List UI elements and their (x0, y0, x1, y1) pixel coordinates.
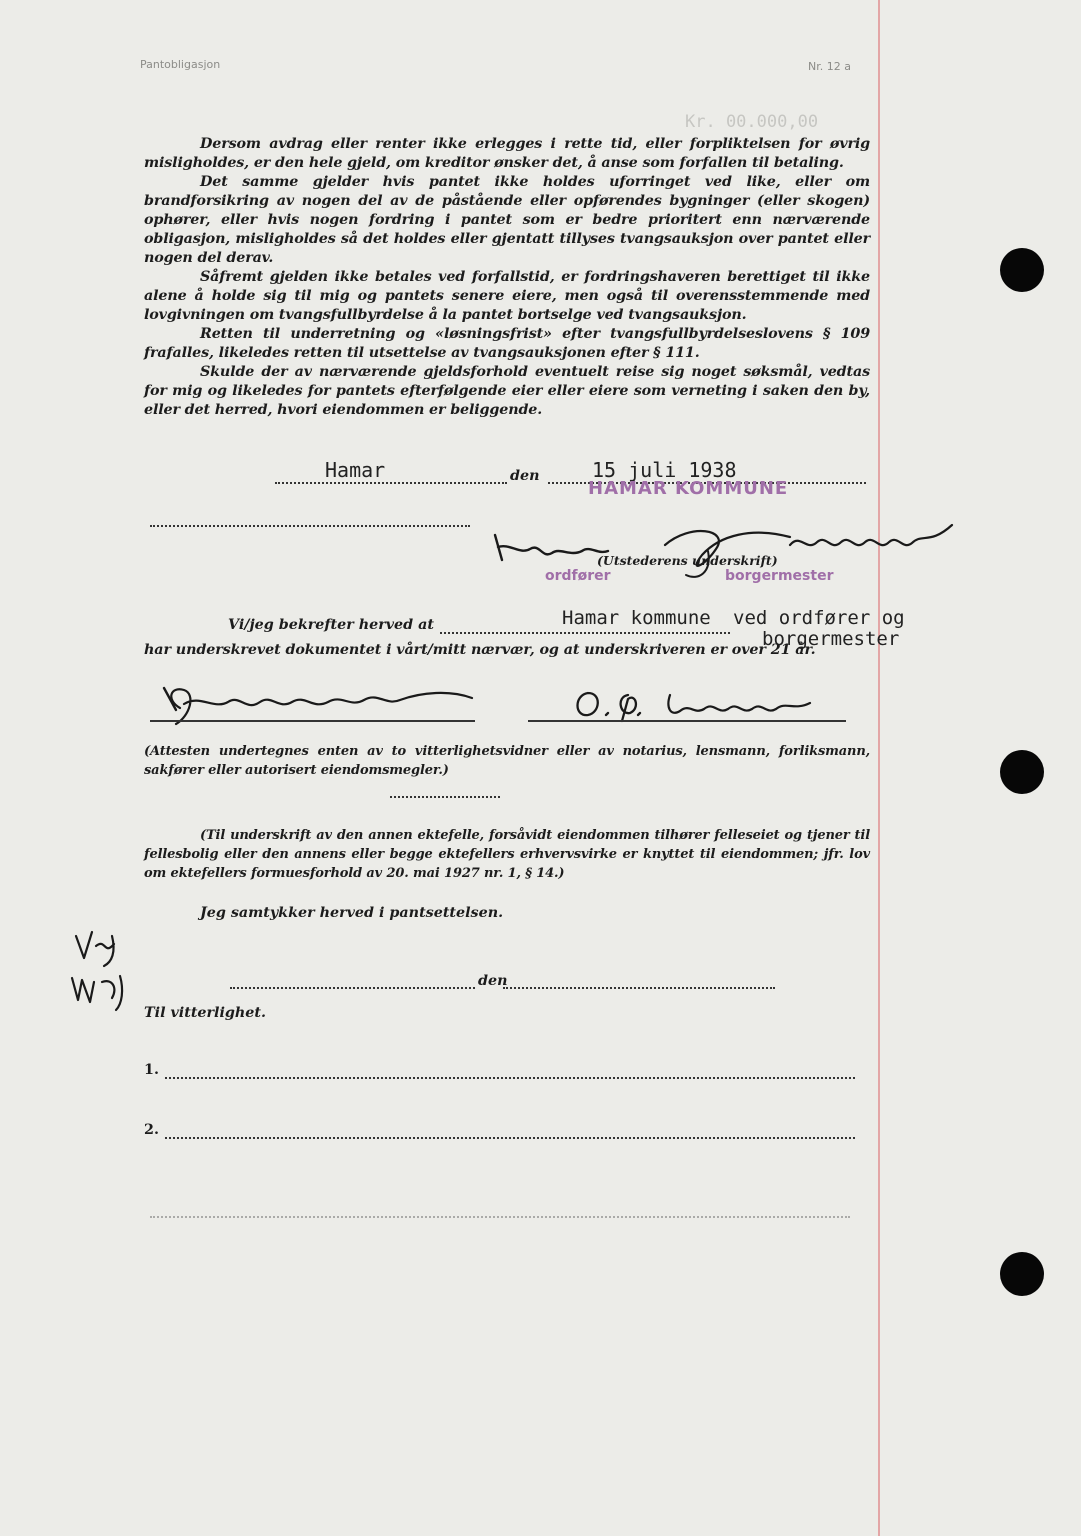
witness-1-line (165, 1077, 855, 1079)
certification-dotted-line (440, 632, 730, 634)
punch-hole (1000, 1252, 1044, 1296)
certification-note (144, 742, 870, 780)
consent-statement: Jeg samtykker herved i pantsettelsen. (200, 905, 504, 921)
section-separator (390, 796, 500, 798)
header-mark-right: Nr. 12 a (808, 60, 851, 73)
den-label: den (510, 468, 540, 484)
term-paragraph: Såfremt gjelden ikke betales ved forfallstid, er fordringshaveren berettiget til ikke alene å holde sig til mig og pantets senere eiere, men også til overensstemmende med lovgivningen om tvangsfullbyrdelse å la pantet bortselge ved tvangsauksjon. (144, 269, 870, 323)
certified-subject: Hamar kommune (562, 607, 711, 629)
blank-dotted-line (150, 525, 470, 527)
borgermester-stamp: borgermester (725, 568, 834, 584)
certified-subject-suffix: ved ordfører og (733, 607, 905, 629)
witness2-signature (570, 685, 820, 725)
certification-line-2: har underskrevet dokumentet i vårt/mitt nærvær, og at underskriveren er over 21 år. (144, 642, 816, 658)
witness-1-number: 1. (144, 1062, 159, 1078)
terms-block (144, 135, 870, 420)
header-mark-left: Pantobligasjon (140, 58, 221, 71)
witness2-line (528, 720, 846, 722)
margin-initials (62, 918, 142, 1018)
term-paragraph: Skulde der av nærværende gjeldsforhold eventuelt reise sig noget søksmål, vedtas for mig og likeledes for pantets efterfølgende eier eller eiere som verneting i saken den by, eller det herred, hvori eiendommen er beliggende. (144, 364, 870, 418)
punch-hole (1000, 750, 1044, 794)
certification-prefix: Vi/jeg bekrefter herved at (228, 617, 434, 633)
faint-line (150, 1216, 850, 1218)
term-paragraph: Retten til underretning og «løsningsfrist» efter tvangsfullbyrdelseslovens § 109 frafalles, likeledes retten til utsettelse av tvangsauksjonen efter § 111. (144, 326, 870, 361)
bleed-through-amount: Kr. 00.000,00 (685, 112, 819, 132)
witness-2-line (165, 1137, 855, 1139)
witness-heading: Til vitterlighet. (144, 1005, 266, 1021)
term-paragraph: Det samme gjelder hvis pantet ikke holdes uforringet ved like, eller om brandforsikring av nogen del av de påstående eller opførendes bygninger (eller skogen) ophører, eller hvis nogen fordring i pantet som er bedre prioritert enn nærværende obligasjon, misligholdes så det holdes eller gjentatt tillyses tvangsauksjon over pantet eller nogen del derav. (144, 174, 870, 266)
municipality-stamp: HAMAR KOMMUNE (588, 478, 789, 499)
witness1-line (150, 720, 475, 722)
ordforer-stamp: ordfører (545, 568, 611, 584)
place-dotted-line (275, 482, 507, 484)
spouse-date-line (503, 987, 775, 989)
margin-rule (878, 0, 880, 1536)
certification-note-text: (Attesten undertegnes enten av to vitterlighetsvidner eller av notarius, lensmann, forliksmann, sakfører eller autorisert eiendomsmegler.) (144, 744, 870, 778)
certified-subject-suffix-2: borgermester (762, 628, 900, 650)
punch-hole (1000, 248, 1044, 292)
spouse-place-line (230, 987, 475, 989)
issuer-signature-caption: (Utstederens underskrift) (597, 553, 778, 568)
spouse-note (144, 826, 870, 883)
witness-2-number: 2. (144, 1122, 159, 1138)
spouse-note-text: (Til underskrift av den annen ektefelle, forsåvidt eiendommen tilhører felleseiet og tjener til fellesbolig eller den annens eller begge ektefellers erhvervsvirke er knyttet til eiendommen; jfr. lov om ektefellers formuesforhold av 20. mai 1927 nr. 1, § 14.) (144, 828, 870, 881)
term-paragraph: Dersom avdrag eller renter ikke erlegges i rette tid, eller forpliktelsen for øvrig misligholdes, er den hele gjeld, om kreditor ønsker det, å anse som forfallen til betaling. (144, 136, 870, 171)
witness1-signature (160, 680, 490, 730)
date-field: 15 juli 1938 (592, 458, 737, 482)
spouse-den-label: den (478, 973, 508, 989)
place-field: Hamar (325, 458, 386, 482)
